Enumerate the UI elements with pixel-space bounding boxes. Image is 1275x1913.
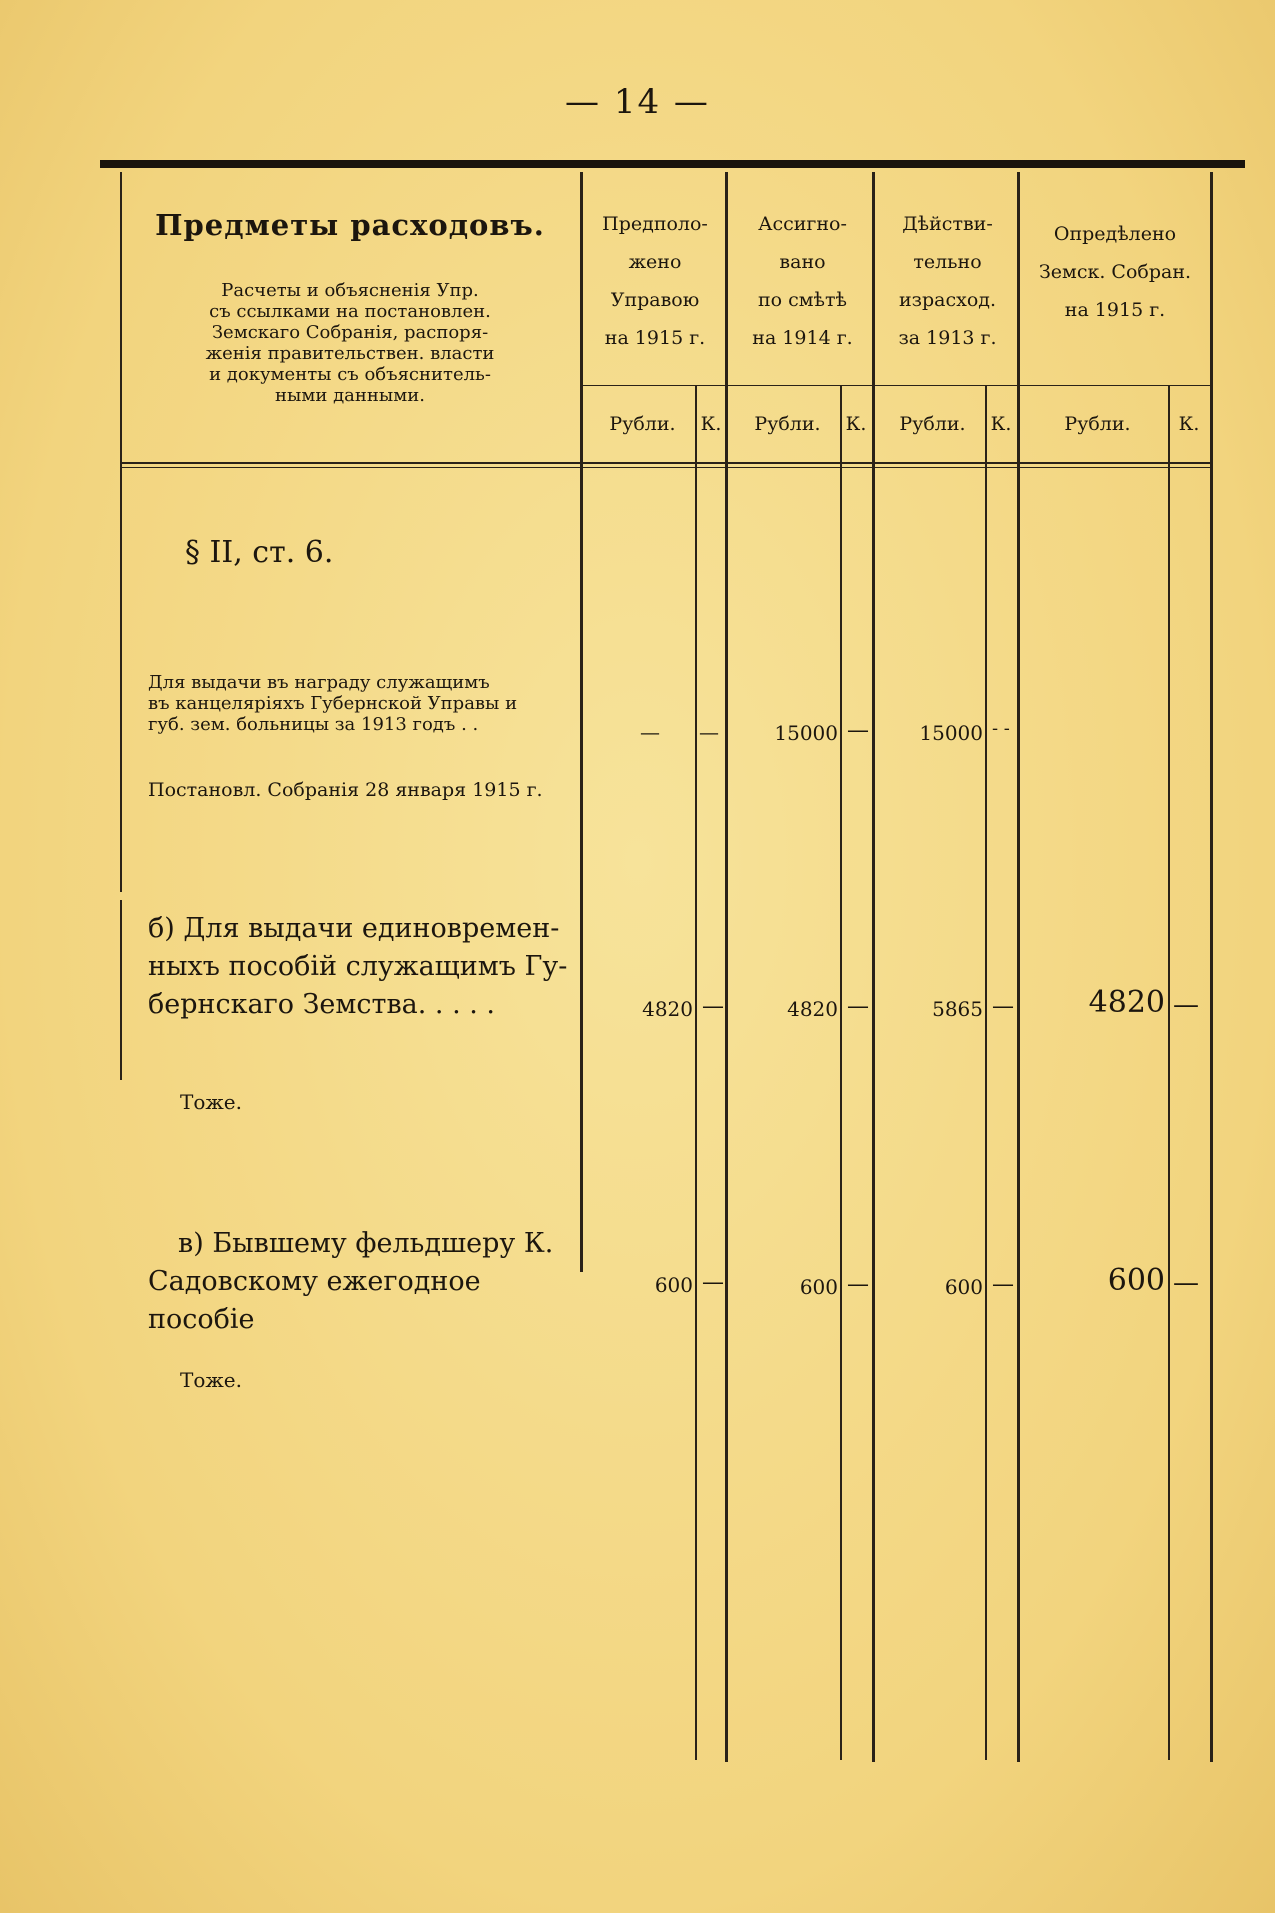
column-header-spent: Дѣйстви- тельно израсход. за 1913 г.: [898, 213, 997, 349]
item-v-determined-kop: —: [1173, 1268, 1199, 1298]
item-v-proposed-rub: 600: [654, 1273, 693, 1297]
item-a-proposed-kop: —: [699, 720, 719, 744]
item-a-spent-kop: - -: [992, 718, 1010, 739]
item-b-assigned-kop: —: [847, 994, 869, 1019]
item-v-determined-rub: 600: [1107, 1263, 1165, 1298]
column-header-assigned: Ассигно- вано по смѣтѣ на 1914 г.: [752, 213, 853, 349]
item-b-text: б) Для выдачи единовремен- ныхъ пособій служащимъ Гу- бернскаго Земства. . . . .: [148, 913, 568, 1020]
page-number: — 14 —: [565, 82, 710, 122]
unit-rub: Рубли.: [754, 413, 821, 435]
unit-kop: К.: [990, 413, 1012, 435]
item-b-determined-kop: —: [1173, 990, 1199, 1020]
section-heading: § II, ст. 6.: [185, 535, 334, 570]
unit-rub: Рубли.: [609, 413, 676, 435]
unit-kop: К.: [700, 413, 722, 435]
item-v-assigned-kop: —: [847, 1272, 869, 1297]
item-b-spent-kop: —: [992, 994, 1014, 1019]
item-a-assigned-rub: 15000: [774, 721, 838, 745]
column-header-proposed: Предполо- жено Управою на 1915 г.: [602, 213, 708, 349]
item-b-assigned-rub: 4820: [787, 997, 838, 1021]
item-v-basis: Тоже.: [180, 1368, 242, 1392]
item-b-proposed-kop: —: [702, 994, 724, 1019]
unit-rub: Рубли.: [1064, 413, 1131, 435]
item-v-text: в) Бывшему фельдшеру К. Садовскому ежегодное пособіе: [148, 1228, 554, 1335]
item-b-proposed-rub: 4820: [642, 997, 693, 1021]
unit-kop: К.: [1178, 413, 1200, 435]
item-b-basis: Тоже.: [180, 1090, 242, 1114]
item-v-assigned-rub: 600: [799, 1275, 838, 1299]
item-a-proposed-rub: —: [640, 720, 660, 744]
item-v-spent-rub: 600: [944, 1275, 983, 1299]
unit-kop: К.: [845, 413, 867, 435]
item-a-assigned-kop: —: [847, 718, 869, 743]
item-b-determined-rub: 4820: [1088, 985, 1165, 1020]
top-rule: [100, 160, 1245, 168]
column-header-description: Расчеты и объясненія Упр. съ ссылками на постановлен. Земскаго Собранія, распоря- женія правительствен. власти и документы съ объяснитель- ными данными.: [205, 280, 495, 406]
unit-rub: Рубли.: [899, 413, 966, 435]
column-header-determined: Опредѣлено Земск. Собран. на 1915 г.: [1038, 223, 1192, 321]
item-v-spent-kop: —: [992, 1272, 1014, 1297]
column-header-items: Предметы расходовъ.: [155, 208, 545, 242]
item-v-proposed-kop: —: [702, 1270, 724, 1295]
item-b-spent-rub: 5865: [932, 997, 983, 1021]
item-a-spent-rub: 15000: [919, 721, 983, 745]
item-a-text: Для выдачи въ награду служащимъ въ канцеляріяхъ Губернской Управы и губ. зем. больницы за 1913 годъ . .: [148, 672, 518, 735]
item-a-basis: Постановл. Собранія 28 января 1915 г.: [148, 779, 543, 801]
